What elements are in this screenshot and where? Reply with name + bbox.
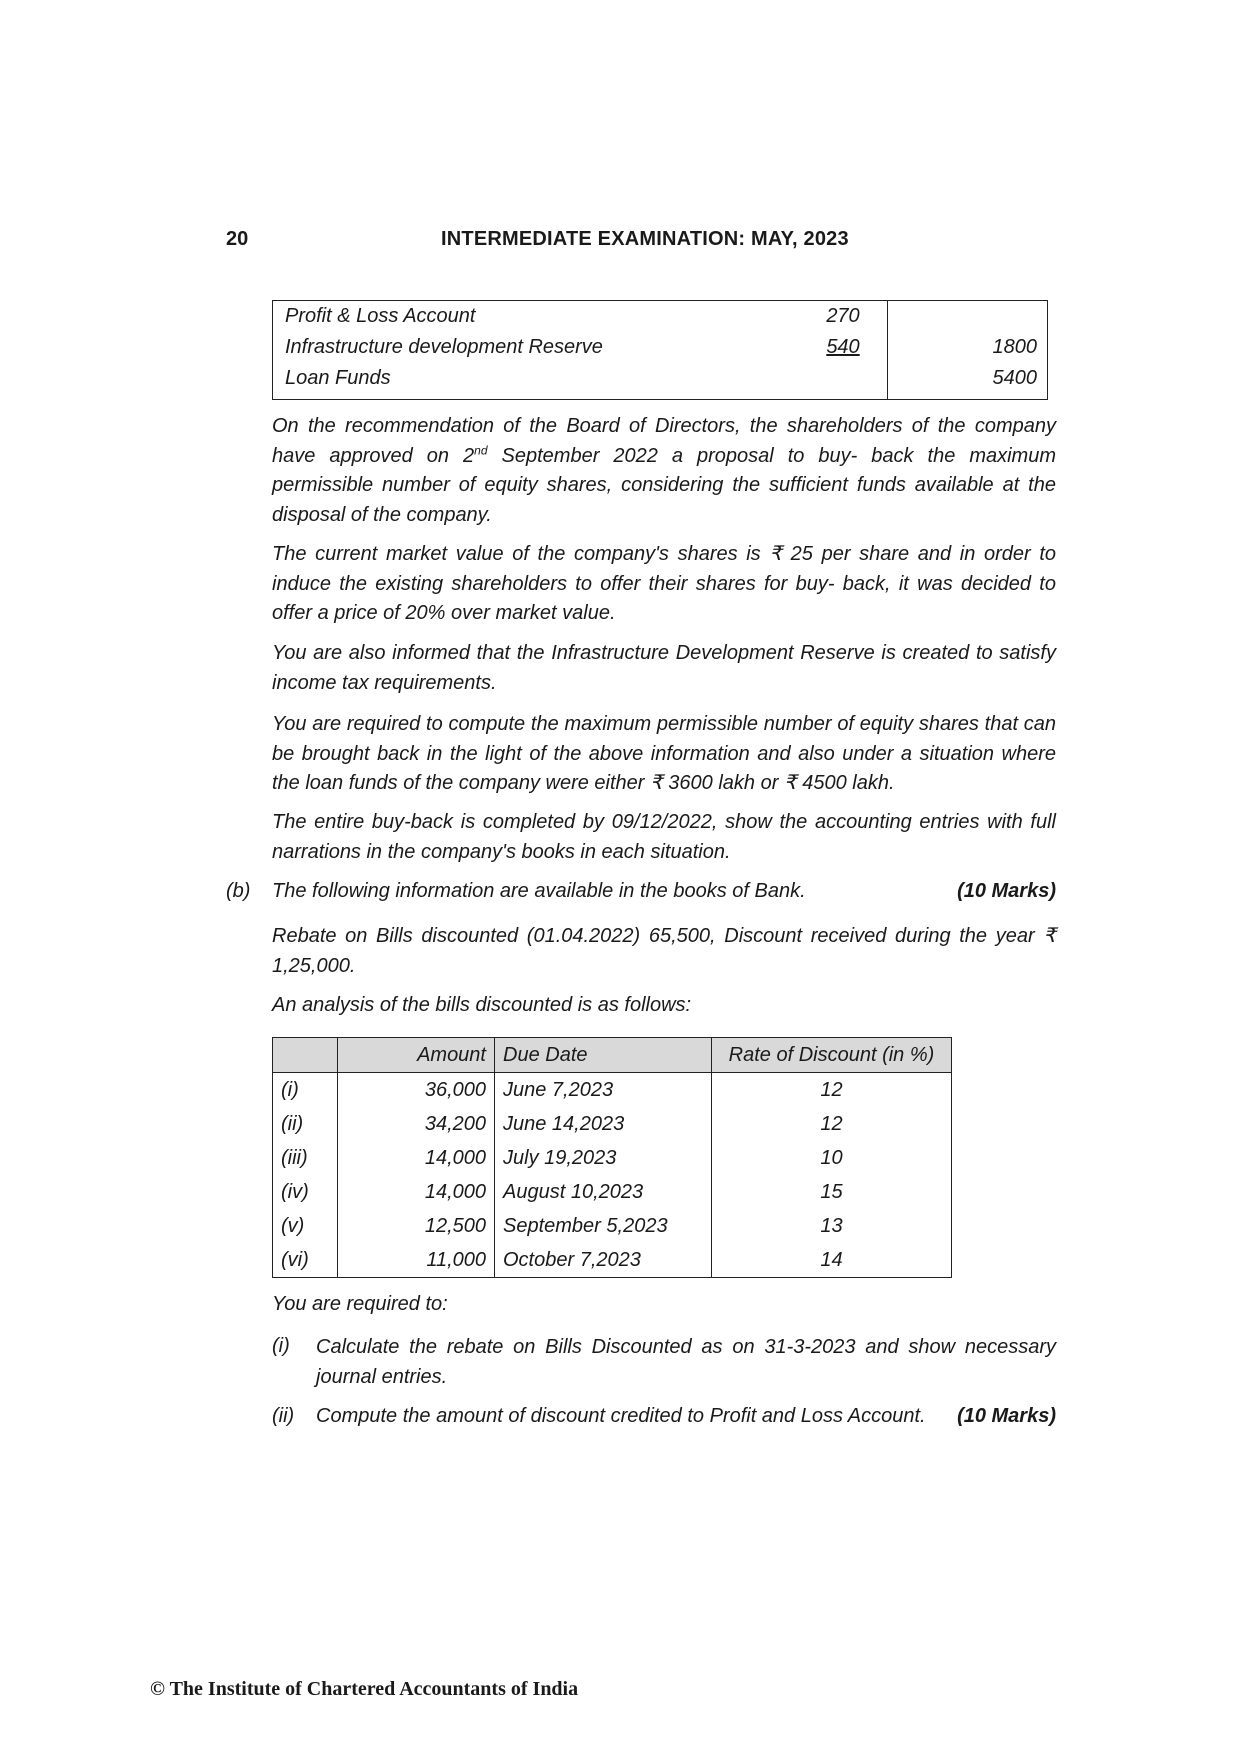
header-cell: Rate of Discount (in %) [712,1038,952,1073]
item-number: (i) [272,1335,290,1357]
cell-due-date: August 10,2023 [495,1175,712,1209]
row-right-value: 1800 [992,336,1037,358]
required-item-text: Compute the amount of discount credited to Profit and Loss Account. [316,1405,926,1427]
row-mid-value: 540 [826,336,860,358]
footer-copyright: © The Institute of Chartered Accountants of India [150,1678,579,1700]
table-row [273,1209,952,1243]
cell-amount: 11,000 [338,1243,495,1278]
row-right-value: 5400 [992,367,1037,389]
cell-amount: 14,000 [338,1141,495,1175]
cell-index: (ii) [273,1107,338,1141]
row-label: Loan Funds [285,367,391,389]
header-cell: Due Date [495,1038,712,1073]
page-title: INTERMEDIATE EXAMINATION: MAY, 2023 [441,228,849,250]
header-cell: Amount [338,1038,495,1073]
balance-table [272,300,1048,400]
paragraph-buyback-approval [272,412,1056,530]
part-b-intro: The following information are available in the books of Bank. [272,880,806,902]
paragraph-text: September 2022 a proposal to buy- back the maximum permissible number of equity shares, considering the sufficient funds available at the disposal of the company. [272,444,1057,526]
part-b-label: (b) [226,880,251,902]
cell-rate: 14 [712,1243,952,1278]
table-row [273,301,1047,331]
analysis-intro: An analysis of the bills discounted is as follows: [272,994,692,1016]
cell-rate: 10 [712,1141,952,1175]
paragraph-market-value: The current market value of the company's shares is ₹ 25 per share and in order to induce the existing shareholders to offer their shares for buy- back, it was decided to offer a price of 20% over market value. [272,543,1056,624]
cell-rate: 12 [712,1107,952,1141]
header-cell [273,1038,338,1073]
row-label: Infrastructure development Reserve [285,336,603,358]
cell-index: (iii) [273,1141,338,1175]
cell-amount: 34,200 [338,1107,495,1141]
table-row [273,363,1047,393]
cell-index: (iv) [273,1175,338,1209]
superscript: nd [474,442,488,457]
cell-amount: 14,000 [338,1175,495,1209]
table-header-row [273,1038,952,1073]
bills-table [272,1037,952,1278]
cell-due-date: September 5,2023 [495,1209,712,1243]
marks-badge: (10 Marks) [957,880,1056,902]
table-row [273,1073,952,1108]
required-item-text: Calculate the rebate on Bills Discounted as on 31-3-2023 and show necessary journal entries. [316,1336,1056,1388]
table-row [273,1175,952,1209]
cell-amount: 36,000 [338,1073,495,1108]
cell-due-date: October 7,2023 [495,1243,712,1278]
cell-rate: 12 [712,1073,952,1108]
table-row [273,1141,952,1175]
cell-index: (v) [273,1209,338,1243]
cell-due-date: July 19,2023 [495,1141,712,1175]
row-mid-value: 270 [826,305,860,327]
table-row [273,332,1047,362]
page-number: 20 [226,228,249,250]
paragraph-requirement: You are required to compute the maximum permissible number of equity shares that can be brought back in the light of the above information and also under a situation where the loan funds of the company were either ₹ 3600 lakh or ₹ 4500 lakh. [272,713,1056,794]
marks-badge: (10 Marks) [957,1405,1056,1427]
item-number: (ii) [272,1405,295,1427]
paragraph-reserve: You are also informed that the Infrastructure Development Reserve is created to satisfy income tax requirements. [272,642,1056,694]
required-intro: You are required to: [272,1293,448,1315]
row-label: Profit & Loss Account [285,305,476,327]
cell-rate: 13 [712,1209,952,1243]
cell-index: (i) [273,1073,338,1108]
cell-rate: 15 [712,1175,952,1209]
cell-due-date: June 14,2023 [495,1107,712,1141]
table-row [273,1107,952,1141]
cell-index: (vi) [273,1243,338,1278]
paragraph-completion: The entire buy-back is completed by 09/12/2022, show the accounting entries with full narrations in the company's books in each situation. [272,811,1056,863]
cell-amount: 12,500 [338,1209,495,1243]
table-row [273,1243,952,1278]
cell-due-date: June 7,2023 [495,1073,712,1108]
paragraph-rebate: Rebate on Bills discounted (01.04.2022) 65,500, Discount received during the year ₹ 1,25,000. [272,925,1056,977]
paragraph-text: On the recommendation of the Board of Directors, the shareholders of the company have approved on 2 [272,415,1056,467]
